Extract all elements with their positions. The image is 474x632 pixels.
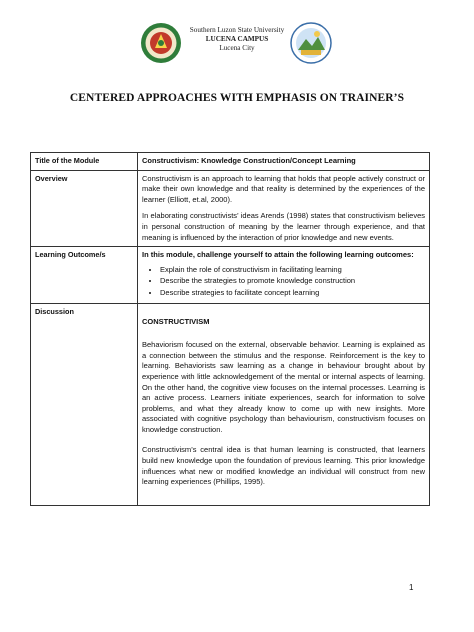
- table-row-title: [31, 153, 430, 171]
- overview-label: Overview: [31, 170, 138, 247]
- university-name: Southern Luzon State University: [189, 26, 285, 34]
- discussion-label: Discussion: [31, 303, 138, 505]
- university-seal-icon: [140, 22, 182, 64]
- discussion-paragraph: Behaviorism focused on the external, observable behavior. Learning is explained as a connection between the stimulus and the response. Reinforcement is the key to learning. Behaviorists saw learning as a change in behaviour brought about by experience with little acknowledgement of the mental or internal aspects of learning. On the other hand, the cognitive view focuses on the internal processes. Learning is an active process. Learners initiate experiences, search for information to solve problems, and what they already know to come up with new insights. More associated with cognitive psychology than behaviourism, constructivism focuses on knowledge construction.: [142, 340, 425, 434]
- title-value: Constructivism: Knowledge Construction/Concept Learning: [138, 153, 430, 171]
- letterhead: [0, 20, 474, 70]
- outcomes-cell: [138, 247, 430, 303]
- city-seal-icon: [290, 22, 332, 64]
- document-title: CENTERED APPROACHES WITH EMPHASIS ON TRAINER’S: [69, 92, 405, 104]
- overview-paragraph: Constructivism is an approach to learning that holds that people actively construct or make their own knowledge and that reality is determined by the experiences of the learner (Elliott, et.al, 2000).: [142, 173, 425, 204]
- city-name: Lucena City: [219, 44, 255, 52]
- title-label: Title of the Module: [31, 153, 138, 171]
- outcomes-list: [142, 265, 425, 299]
- overview-cell: [138, 170, 430, 247]
- page-number: 1: [409, 583, 414, 592]
- discussion-cell: [138, 303, 430, 505]
- table-row-outcomes: [31, 247, 430, 303]
- table-row-overview: [31, 170, 430, 247]
- university-info: [183, 26, 291, 53]
- list-item: • Describe strategies to facilitate concept learning: [160, 288, 425, 299]
- outcomes-intro: In this module, challenge yourself to attain the following learning outcomes:: [142, 250, 414, 260]
- discussion-paragraph: Constructivism’s central idea is that human learning is constructed, that learners build new knowledge upon the foundation of previous learning. This prior knowledge influences what new or modified knowledge an individual will construct from new learning experiences (Phillips, 1995).: [142, 445, 425, 487]
- list-item: • Describe the strategies to promote knowledge construction: [160, 276, 425, 287]
- module-table: [30, 152, 430, 506]
- overview-paragraph: In elaborating constructivists’ ideas Arends (1998) states that constructivism believes in personal construction of meaning by the learner through experience, and that meaning is influenced by the interaction of prior knowledge and new events.: [142, 211, 425, 242]
- discussion-heading: CONSTRUCTIVISM: [142, 316, 210, 326]
- table-row-discussion: [31, 303, 430, 505]
- campus-name: LUCENA CAMPUS: [205, 35, 269, 43]
- list-item: • Explain the role of constructivism in facilitating learning: [160, 265, 425, 276]
- outcomes-label: Learning Outcome/s: [31, 247, 138, 303]
